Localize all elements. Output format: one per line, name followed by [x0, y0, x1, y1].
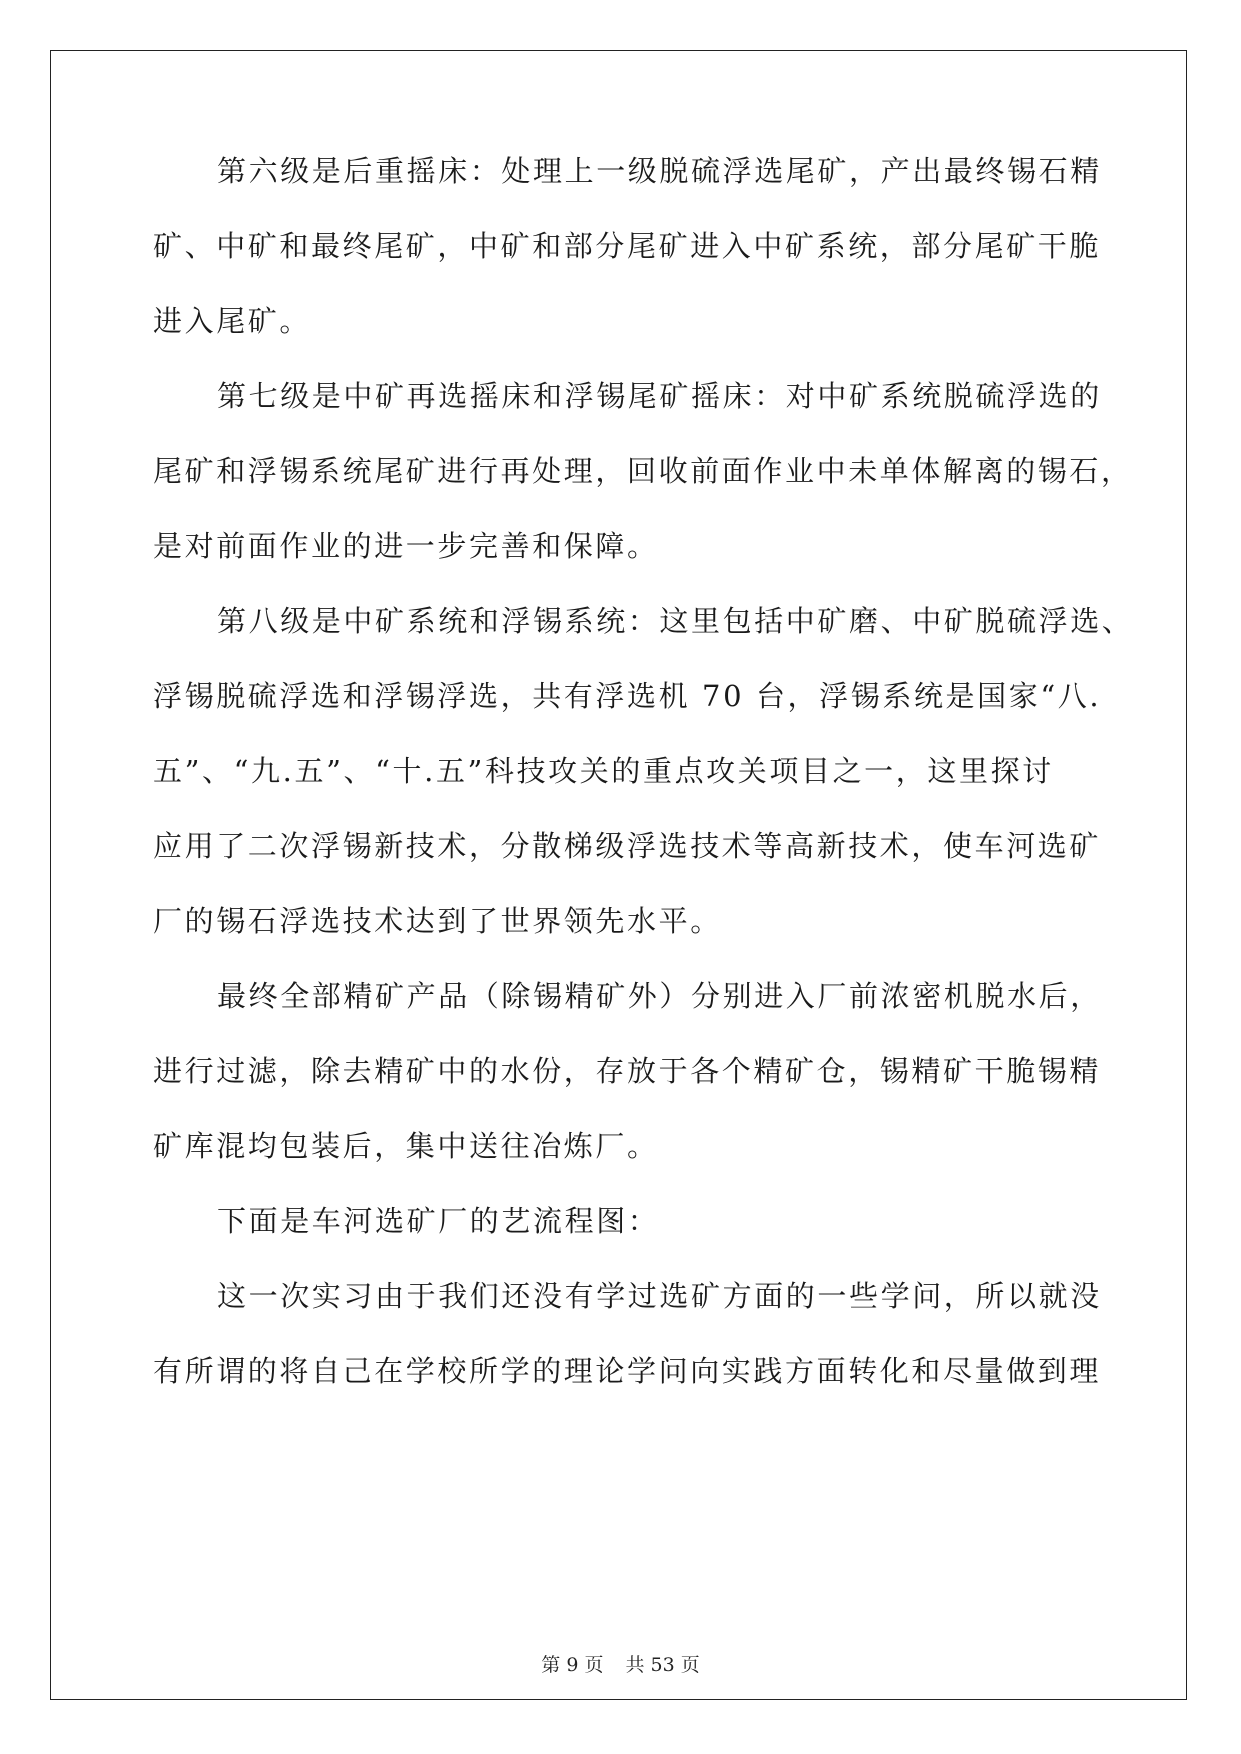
- page-number-label: 第 9 页: [541, 1654, 604, 1676]
- paragraph-1-line-2: 矿、中矿和最终尾矿，中矿和部分尾矿进入中矿系统，部分尾矿干脆: [153, 229, 1102, 263]
- paragraph-1-line-1: 第六级是后重摇床：处理上一级脱硫浮选尾矿，产出最终锡石精: [217, 154, 1102, 188]
- paragraph-4-line-3: 矿库混均包装后，集中送往冶炼厂。: [153, 1129, 659, 1163]
- paragraph-2-line-3: 是对前面作业的进一步完善和保障。: [153, 529, 659, 563]
- total-pages-label: 共 53 页: [625, 1654, 700, 1676]
- paragraph-3-line-5: 厂的锡石浮选技术达到了世界领先水平。: [153, 904, 722, 938]
- paragraph-2-line-2: 尾矿和浮锡系统尾矿进行再处理，回收前面作业中未单体解离的锡石，: [153, 454, 1133, 488]
- paragraph-2-line-1: 第七级是中矿再选摇床和浮锡尾矿摇床：对中矿系统脱硫浮选的: [217, 379, 1102, 413]
- paragraph-4-line-2: 进行过滤，除去精矿中的水份，存放于各个精矿仓，锡精矿干脆锡精: [153, 1054, 1102, 1088]
- page-footer: [0, 1653, 1241, 1677]
- paragraph-4-line-1: 最终全部精矿产品（除锡精矿外）分别进入厂前浓密机脱水后，: [217, 979, 1102, 1013]
- paragraph-1-line-3: 进入尾矿。: [153, 304, 312, 338]
- paragraph-3-line-4: 应用了二次浮锡新技术，分散梯级浮选技术等高新技术，使车河选矿: [153, 829, 1102, 863]
- paragraph-3-line-1: 第八级是中矿系统和浮锡系统：这里包括中矿磨、中矿脱硫浮选、: [217, 604, 1134, 638]
- paragraph-6-line-2: 有所谓的将自己在学校所学的理论学问向实践方面转化和尽量做到理: [153, 1354, 1102, 1388]
- paragraph-3-line-3: 五”、“九.五”、“十.五”科技攻关的重点攻关项目之一，这里探讨: [153, 754, 1054, 788]
- paragraph-6-line-1: 这一次实习由于我们还没有学过选矿方面的一些学问，所以就没: [217, 1279, 1102, 1313]
- paragraph-3-line-2: 浮锡脱硫浮选和浮锡浮选，共有浮选机 70 台，浮锡系统是国家“八.: [153, 679, 1102, 713]
- paragraph-5-line-1: 下面是车河选矿厂的艺流程图：: [217, 1204, 660, 1238]
- page-border: [50, 50, 1187, 1700]
